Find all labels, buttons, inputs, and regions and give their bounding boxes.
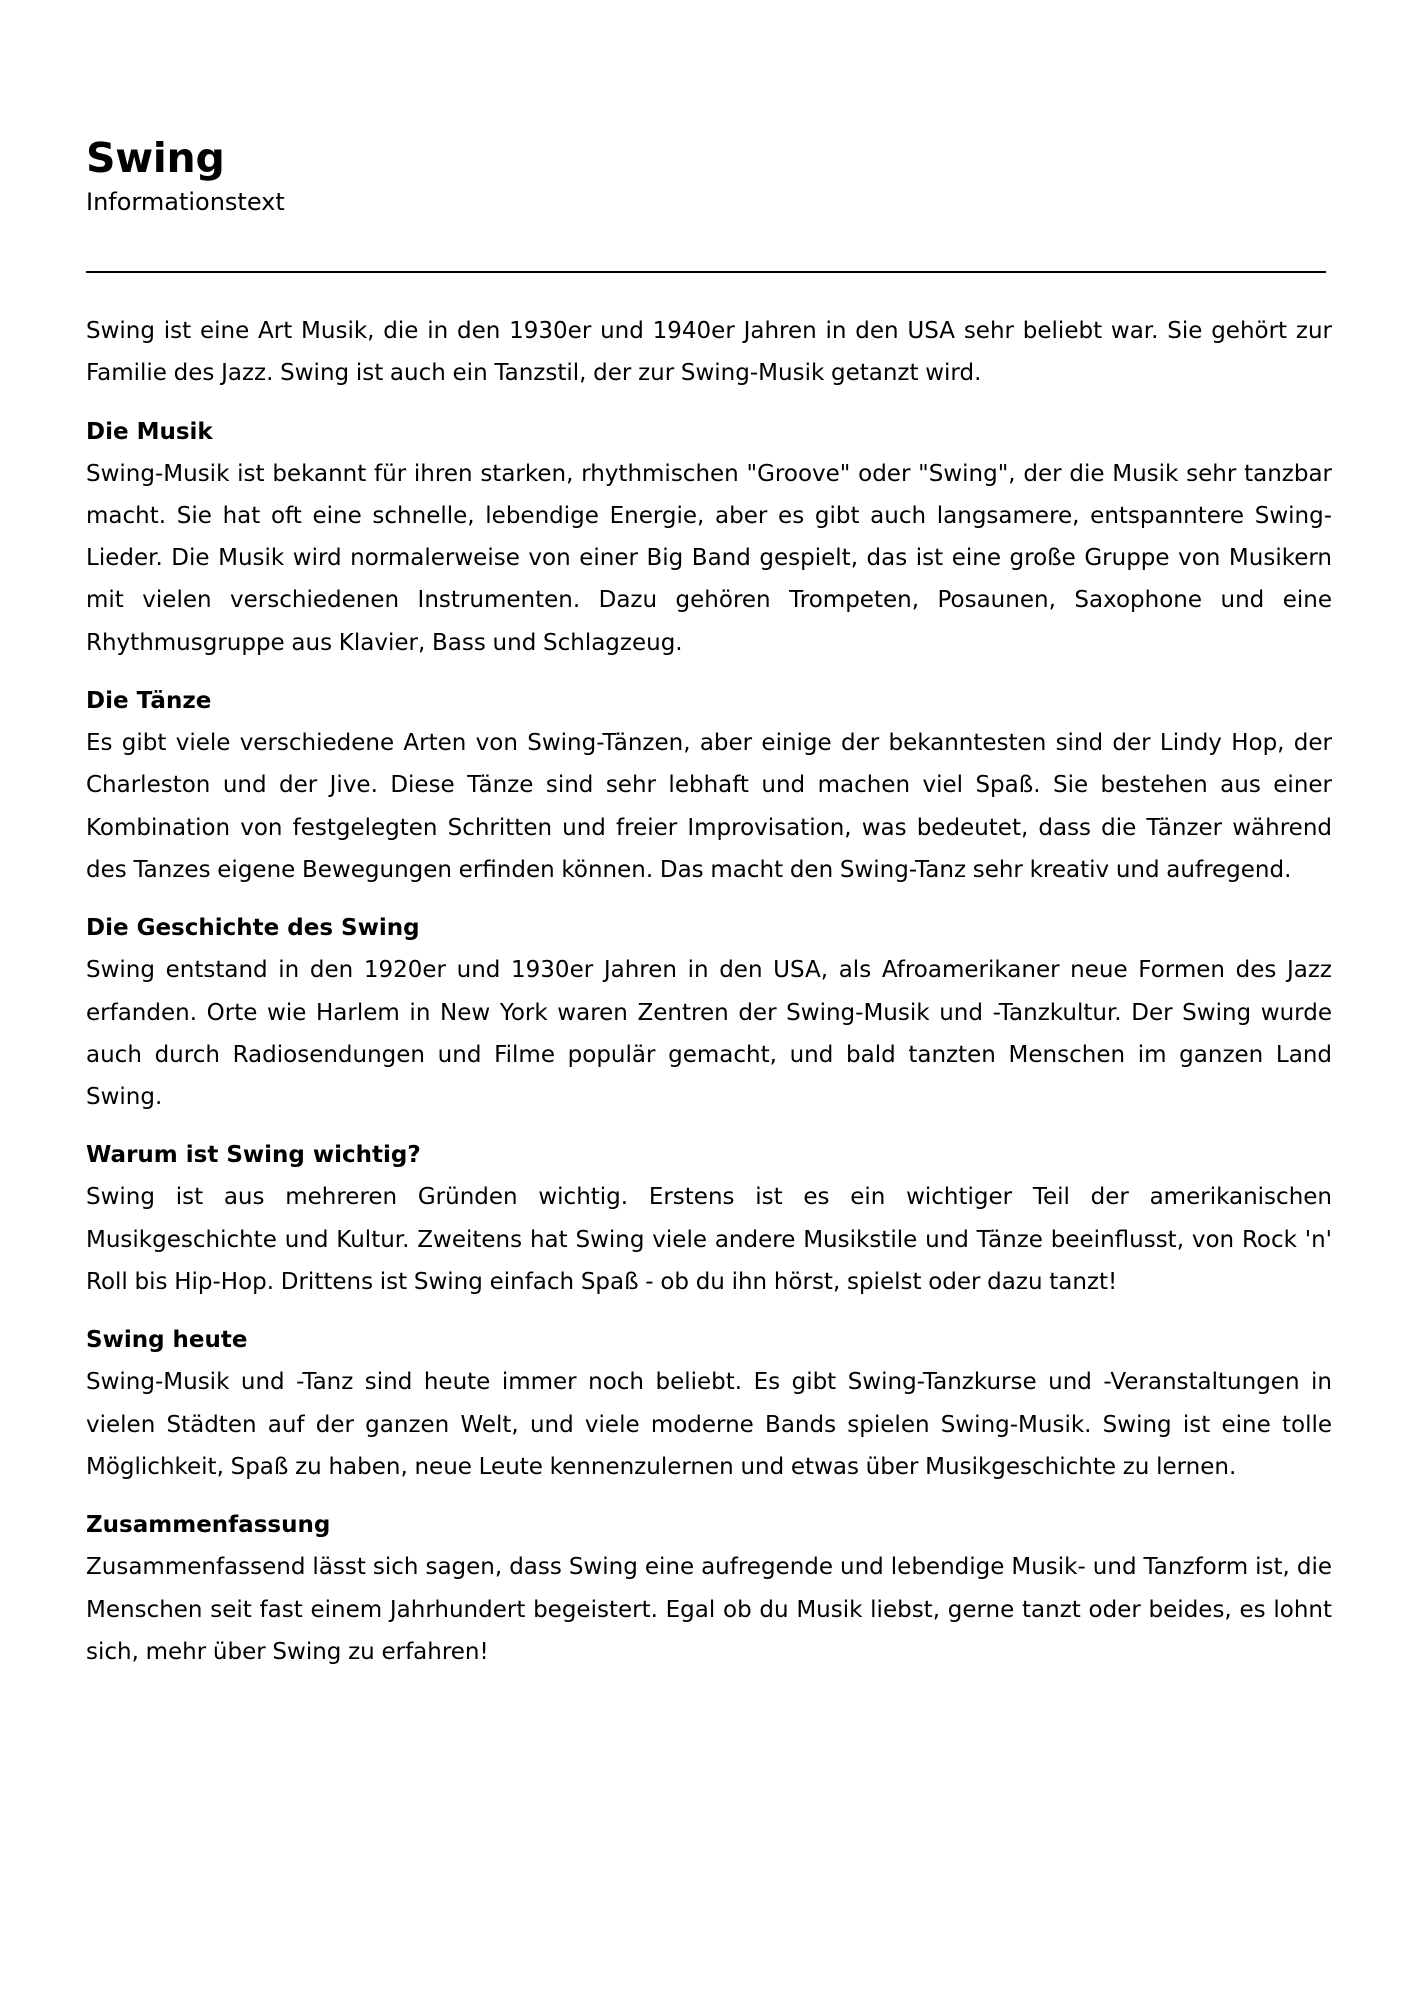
section-paragraph: Swing-Musik ist bekannt für ihren starken, rhythmischen "Groove" oder "Swing", der die Musik sehr tanzbar macht. Sie hat oft eine schnelle, lebendige Energie, aber es gibt auch langsamere, entspanntere Swing-Lieder. Die Musik wird normalerweise von einer Big Band gespielt, das ist eine große Gruppe von Musikern mit vielen verschiedenen Instrumenten. Dazu gehören Trompeten, Posaunen, Saxophone und eine Rhythmusgruppe aus Klavier, Bass und Schlagzeug. [86, 460, 1332, 656]
section-die-musik [86, 409, 1332, 664]
section-paragraph: Swing entstand in den 1920er und 1930er Jahren in den USA, als Afroamerikaner neue Formen des Jazz erfanden. Orte wie Harlem in New York waren Zentren der Swing-Musik und -Tanzkultur. Der Swing wurde auch durch Radiosendungen und Filme populär gemacht, und bald tanzten Menschen im ganzen Land Swing. [86, 957, 1332, 1111]
title-divider [86, 271, 1326, 273]
section-swing-heute [86, 1317, 1332, 1488]
section-heading: Warum ist Swing wichtig? [86, 1142, 421, 1169]
section-zusammenfassung [86, 1502, 1332, 1673]
section-warum-wichtig [86, 1132, 1332, 1303]
section-heading: Die Tänze [86, 688, 212, 715]
section-heading: Die Musik [86, 418, 213, 445]
section-geschichte [86, 905, 1332, 1118]
section-paragraph: Zusammenfassend lässt sich sagen, dass Swing eine aufregende und lebendige Musik- und Tanzform ist, die Menschen seit fast einem Jahrhundert begeistert. Egal ob du Musik liebst, gerne tanzt oder beides, es lohnt sich, mehr über Swing zu erfahren! [86, 1554, 1332, 1665]
section-heading: Zusammenfassung [86, 1512, 331, 1539]
document-subtitle: Informationstext [86, 188, 285, 216]
section-paragraph: Es gibt viele verschiedene Arten von Swing-Tänzen, aber einige der bekanntesten sind der Lindy Hop, der Charleston und der Jive. Diese Tänze sind sehr lebhaft und machen viel Spaß. Sie bestehen aus einer Kombination von festgelegten Schritten und freier Improvisation, was bedeutet, dass die Tänzer während des Tanzes eigene Bewegungen erfinden können. Das macht den Swing-Tanz sehr kreativ und aufregend. [86, 730, 1332, 883]
intro-paragraph: Swing ist eine Art Musik, die in den 1930er und 1940er Jahren in den USA sehr beliebt war. Sie gehört zur Familie des Jazz. Swing ist auch ein Tanzstil, der zur Swing-Musik getanzt wird. [86, 318, 1332, 387]
section-die-taenze [86, 678, 1332, 891]
section-heading: Swing heute [86, 1327, 248, 1354]
section-paragraph: Swing-Musik und -Tanz sind heute immer noch beliebt. Es gibt Swing-Tanzkurse und -Veranstaltungen in vielen Städten auf der ganzen Welt, und viele moderne Bands spielen Swing-Musik. Swing ist eine tolle Möglichkeit, Spaß zu haben, neue Leute kennenzulernen und etwas über Musikgeschichte zu lernen. [86, 1369, 1332, 1480]
document-title: Swing [86, 134, 225, 182]
document-body [86, 310, 1332, 1687]
section-heading: Die Geschichte des Swing [86, 915, 420, 942]
section-paragraph: Swing ist aus mehreren Gründen wichtig. Erstens ist es ein wichtiger Teil der amerikanischen Musikgeschichte und Kultur. Zweitens hat Swing viele andere Musikstile und Tänze beeinflusst, von Rock 'n' Roll bis Hip-Hop. Drittens ist Swing einfach Spaß - ob du ihn hörst, spielst oder dazu tanzt! [86, 1184, 1332, 1296]
